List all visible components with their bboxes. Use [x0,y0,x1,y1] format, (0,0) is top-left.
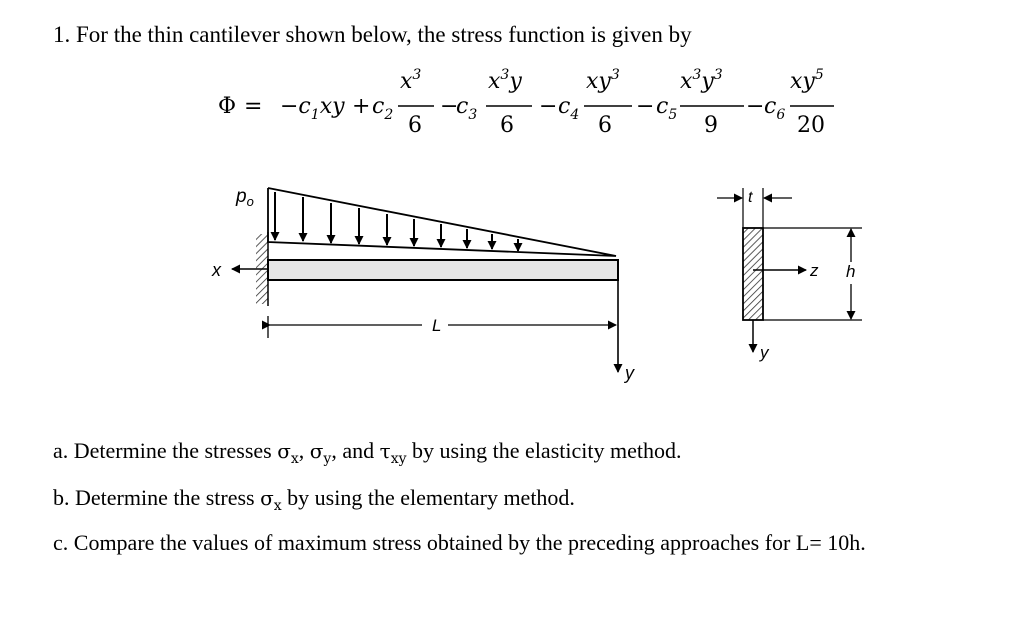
part-a-suffix: by using the elasticity method. [412,438,682,463]
y-axis-label: y [625,363,634,383]
part-a-prefix: a. Determine the stresses [53,438,272,463]
y2-axis-label: y [760,343,769,362]
eq-sign-2: + [352,94,371,119]
problem-text: For the thin cantilever shown below, the stress function is given by [76,22,692,47]
h-label: h [846,262,856,281]
load-label: $p_o$ [236,186,254,209]
part-b [53,485,575,514]
part-b-prefix: b. Determine the stress [53,485,255,510]
eq-sign-5: − [636,94,655,119]
eq-num-4: $xy^3$ [586,67,620,94]
eq-num-5: $x^3y^3$ [680,67,723,94]
x-axis-label: x [212,260,221,280]
part-c [53,530,866,556]
eq-coef-2: $c_2$ [372,94,394,123]
sigma-x-a: $\sigma_x$ [277,439,299,467]
eq-coef-6: $c_6$ [764,94,786,123]
eq-sign-4: − [539,94,558,119]
part-c-text: c. Compare the values of maximum stress obtained by the preceding approaches for L= 10h. [53,530,866,555]
eq-coef-4: $c_4$ [558,94,580,123]
length-label: L [432,316,442,335]
eq-term1-coef: −c [280,94,311,119]
sigma-y-a: $\sigma_y$ [309,439,332,467]
eq-term1-var: xy [319,94,345,119]
eq-num-2: $x^3$ [400,67,422,94]
cross-section [743,228,763,320]
eq-coef-5: $c_5$ [656,94,678,123]
sigma-x-b: $\sigma_x$ [260,486,282,514]
tau-xy-a: $\tau_{xy}$ [379,439,407,467]
part-a-and: and [342,438,375,463]
eq-den-3: 6 [500,113,514,138]
eq-num-3: $x^3y$ [488,67,522,94]
eq-sign-3: − [440,94,459,119]
load-arrows [275,192,518,251]
beam [268,260,618,280]
eq-den-4: 6 [598,113,612,138]
z-axis-label: z [810,261,819,280]
eq-sign-6: − [746,94,765,119]
part-b-suffix: by using the elementary method. [287,485,575,510]
problem-number: 1. [53,22,71,47]
eq-den-2: 6 [408,113,422,138]
eq-coef-3: $c_3$ [456,94,478,123]
eq-term1-sub: 1 [310,107,320,123]
eq-phi: Φ [218,94,237,119]
eq-den-5: 9 [704,113,718,138]
eq-den-6: 20 [797,113,825,138]
t-label: t [748,189,753,206]
eq-equals: = [244,94,263,119]
part-a: a. Determine the stresses $\sigma_x$, $\sigma_y$, and $\tau_{xy}$ by using the elasticity method. [53,438,682,467]
eq-num-6: $xy^5$ [790,67,824,94]
